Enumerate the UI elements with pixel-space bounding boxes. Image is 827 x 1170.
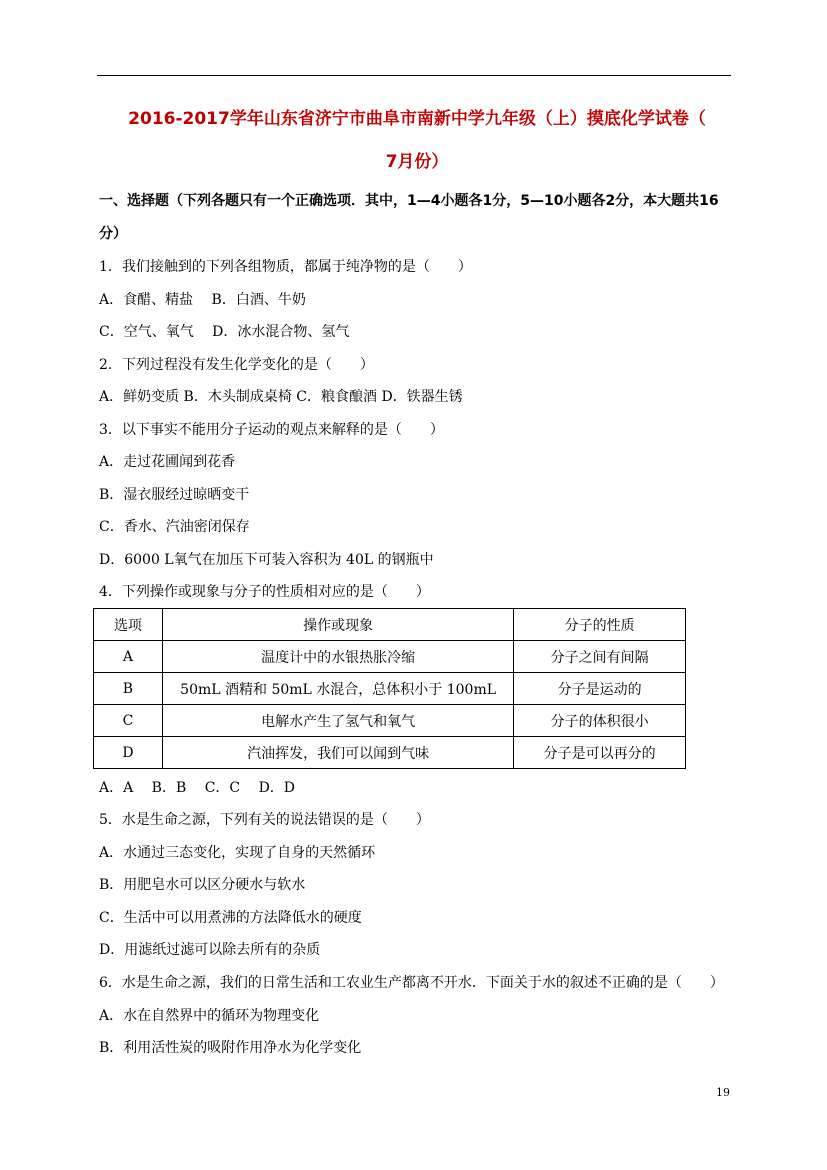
option-line: A．A B．B C．C D．D — [99, 780, 296, 796]
option-line: D．用滤纸过滤可以除去所有的杂质 — [99, 942, 321, 958]
table-row — [94, 705, 686, 737]
page-number: 19 — [716, 1086, 730, 1099]
exam-title-line2: 7月份） — [385, 152, 449, 172]
question-line: 4．下列操作或现象与分子的性质相对应的是（ ） — [99, 584, 430, 600]
option-line: B．湿衣服经过晾晒变干 — [99, 487, 250, 503]
table-row — [94, 737, 686, 769]
table-header-row — [94, 609, 686, 641]
table-cell: 分子的体积很小 — [514, 705, 686, 737]
question-line: 5．水是生命之源，下列有关的说法错误的是（ ） — [99, 812, 430, 828]
table-row — [94, 673, 686, 705]
table-cell: B — [94, 673, 163, 705]
question-line: 1．我们接触到的下列各组物质，都属于纯净物的是（ ） — [99, 259, 472, 275]
option-line: A．水通过三态变化，实现了自身的天然循环 — [99, 845, 376, 861]
option-line: A．水在自然界中的循环为物理变化 — [99, 1008, 320, 1024]
option-line: C．生活中可以用煮沸的方法降低水的硬度 — [99, 910, 362, 926]
section-heading-line1: 一、选择题（下列各题只有一个正确选项．其中，1—4小题各1分，5—10小题各2分，本大题共16 — [99, 193, 719, 209]
table-header-cell: 分子的性质 — [514, 609, 686, 641]
table-header-cell: 操作或现象 — [162, 609, 513, 641]
table-cell: A — [94, 641, 163, 673]
option-line: A．走过花圃闻到花香 — [99, 454, 236, 470]
option-line: A．鲜奶变质 B．木头制成桌椅 C．粮食酿酒 D．铁器生锈 — [99, 389, 463, 405]
question-line: 2．下列过程没有发生化学变化的是（ ） — [99, 357, 374, 373]
table-cell: 分子是运动的 — [514, 673, 686, 705]
table-cell: 50mL 酒精和 50mL 水混合，总体积小于 100mL — [162, 673, 513, 705]
option-line: B．用肥皂水可以区分硬水与软水 — [99, 877, 306, 893]
table-cell: 汽油挥发，我们可以闻到气味 — [162, 737, 513, 769]
question-line: 3．以下事实不能用分子运动的观点来解释的是（ ） — [99, 422, 444, 438]
table-cell: D — [94, 737, 163, 769]
option-line: C．香水、汽油密闭保存 — [99, 519, 250, 535]
header-rule — [97, 75, 731, 76]
option-line: D．6000 L氧气在加压下可装入容积为 40L 的钢瓶中 — [99, 552, 434, 568]
table-cell: 温度计中的水银热胀冷缩 — [162, 641, 513, 673]
table-cell: 分子是可以再分的 — [514, 737, 686, 769]
table-row — [94, 641, 686, 673]
exam-title-line1: 2016-2017学年山东省济宁市曲阜市南新中学九年级（上）摸底化学试卷（ — [128, 109, 706, 129]
molecule-property-table — [93, 608, 686, 769]
table-cell: 分子之间有间隔 — [514, 641, 686, 673]
table-header-cell: 选项 — [94, 609, 163, 641]
question-line: 6．水是生命之源，我们的日常生活和工农业生产都离不开水．下面关于水的叙述不正确的是（ ） — [99, 975, 724, 991]
table-cell: C — [94, 705, 163, 737]
option-line: A．食醋、精盐 B．白酒、牛奶 — [99, 292, 306, 308]
table-cell: 电解水产生了氢气和氧气 — [162, 705, 513, 737]
option-line: B．利用活性炭的吸附作用净水为化学变化 — [99, 1040, 362, 1056]
section-heading-line2: 分） — [99, 226, 127, 242]
option-line: C．空气、氧气 D．冰水混合物、氢气 — [99, 324, 350, 340]
